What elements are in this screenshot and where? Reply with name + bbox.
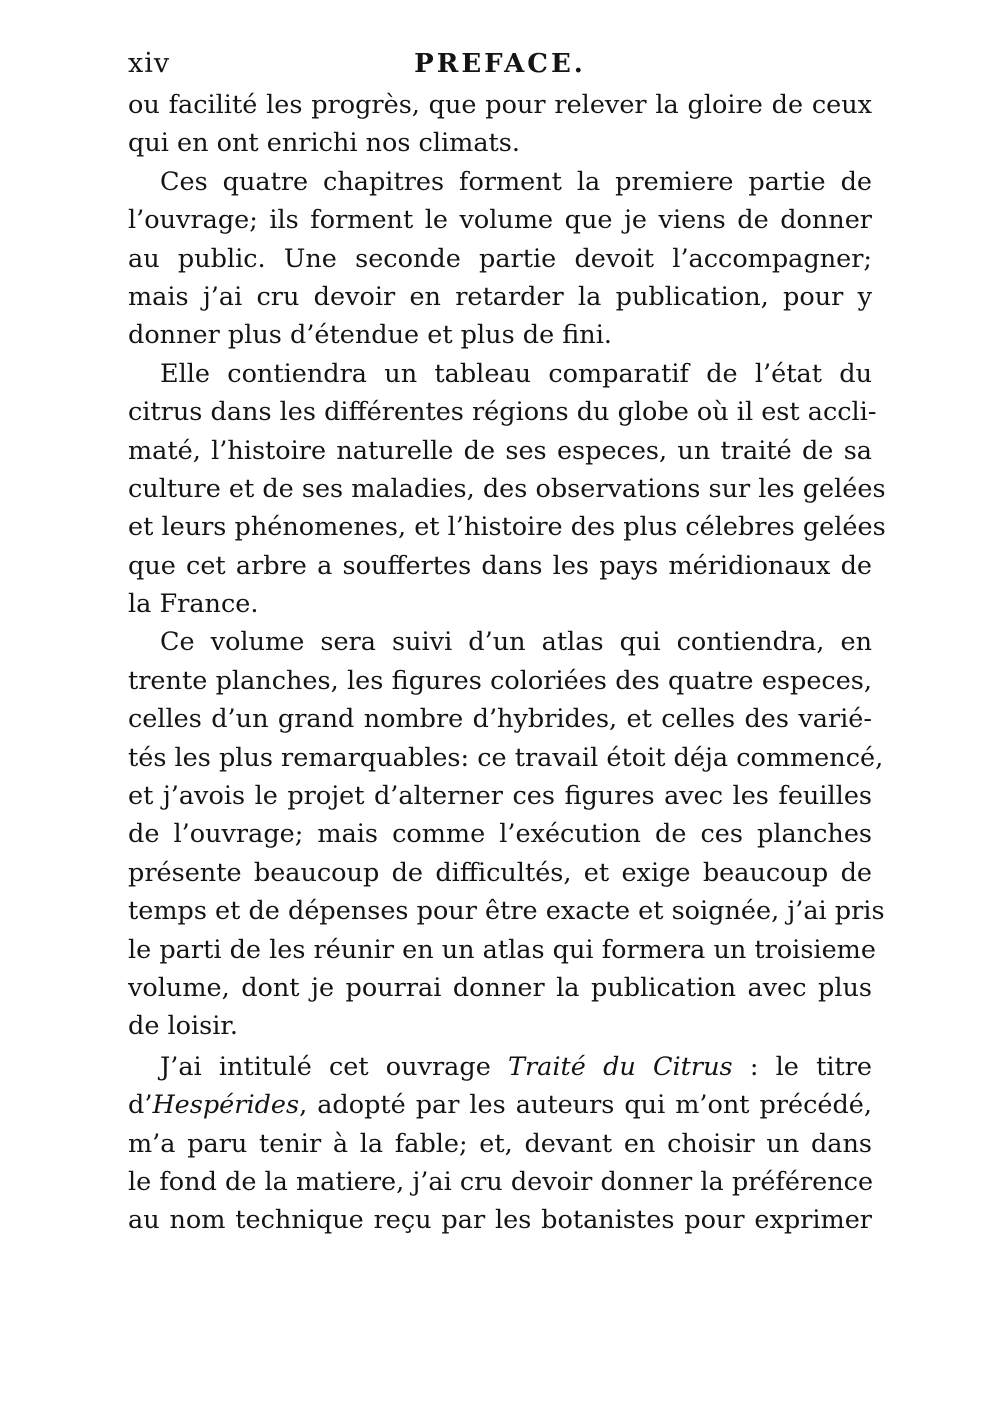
text-line: présente beaucoup de difficultés, et exige beaucoup de [128, 857, 872, 888]
text-line: Ce volume sera suivi d’un atlas qui contiendra, en [160, 627, 872, 658]
text-line: le parti de les réunir en un atlas qui formera un troisieme [128, 934, 876, 965]
text-run: d’ [128, 1090, 153, 1121]
text-line: le fond de la matiere, j’ai cru devoir donner la préférence [128, 1166, 874, 1197]
paragraph-1 [128, 86, 872, 163]
text-line: culture et de ses maladies, des observations sur les gelées [128, 473, 886, 504]
text-line: et leurs phénomenes, et l’histoire des plus célebres gelées [128, 512, 886, 543]
paragraph-4 [128, 623, 885, 1045]
text-run: J’ai intitulé cet ouvrage [160, 1051, 508, 1082]
body-text [128, 86, 886, 1240]
text-line: donner plus d’étendue et plus de fini. [128, 320, 612, 351]
text-line: citrus dans les différentes régions du globe où il est accli- [128, 397, 877, 428]
book-title: Traité du Citrus [507, 1051, 733, 1082]
text-line: Elle contiendra un tableau comparatif de l’état du [160, 358, 872, 389]
running-title: PREFACE. [414, 49, 586, 79]
text-line: temps et de dépenses pour être exacte et soignée, j’ai pris [128, 896, 885, 927]
text-line: maté, l’histoire naturelle de ses especes, un traité de sa [128, 435, 872, 466]
text-line: et j’avois le projet d’alterner ces figures avec les feuilles [128, 781, 872, 812]
paragraph-5 [128, 1048, 872, 1240]
text-line-with-title [128, 1048, 872, 1086]
text-run: : le titre [732, 1051, 872, 1082]
text-line: au public. Une seconde partie devoit l’accompagner; [128, 243, 872, 274]
text-line-with-title [128, 1086, 872, 1124]
text-line: mais j’ai cru devoir en retarder la publication, pour y [128, 281, 872, 312]
text-line: la France. [128, 589, 259, 620]
text-line: que cet arbre a souffertes dans les pays méridionaux de [128, 550, 872, 581]
text-line: l’ouvrage; ils forment le volume que je viens de donner [128, 205, 872, 236]
running-head [128, 46, 872, 82]
text-line: tés les plus remarquables: ce travail étoit déja commencé, [128, 742, 884, 773]
text-line: au nom technique reçu par les botanistes pour exprimer [128, 1205, 872, 1236]
text-line: qui en ont enrichi nos climats. [128, 128, 520, 159]
hesperides-title: Hespérides [152, 1090, 300, 1121]
text-line: volume, dont je pourrai donner la publication avec plus [128, 972, 872, 1003]
page-number: xiv [128, 48, 171, 79]
text-run: , adopté par les auteurs qui m’ont précédé, [299, 1090, 872, 1121]
paragraph-3 [128, 355, 886, 624]
text-line: Ces quatre chapitres forment la premiere partie de [160, 166, 872, 197]
text-line: de loisir. [128, 1011, 238, 1042]
text-line: de l’ouvrage; mais comme l’exécution de ces planches [128, 819, 872, 850]
paragraph-2 [128, 163, 872, 355]
text-line: ou facilité les progrès, que pour relever la gloire de ceux [128, 90, 872, 120]
text-line: m’a paru tenir à la fable; et, devant en choisir un dans [128, 1128, 872, 1159]
text-line: trente planches, les figures coloriées des quatre especes, [128, 665, 872, 696]
text-line: celles d’un grand nombre d’hybrides, et celles des varié- [128, 704, 872, 735]
